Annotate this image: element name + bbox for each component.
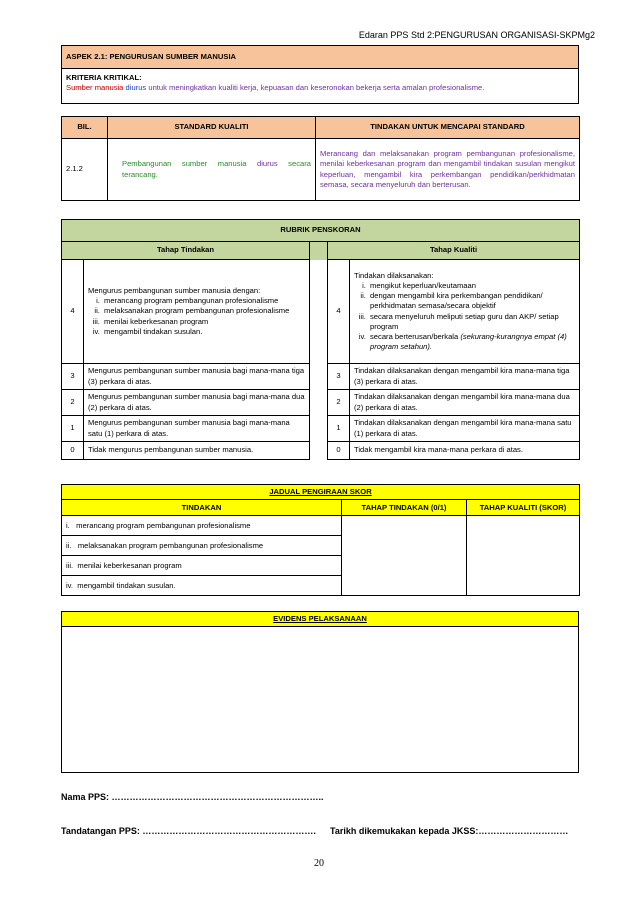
jadual-row-num: i. — [66, 520, 70, 530]
col-bil: BIL. — [62, 117, 108, 139]
tarikh-jkss: Tarikh dikemukakan kepada JKSS:………………………… — [330, 826, 569, 836]
evidens-table — [61, 611, 579, 773]
rubrik-kualiti: Tidak mengambil kira mana-mana perkara di atas. — [350, 442, 580, 460]
list-item: i. merancang program pembangunan profesionalisme — [102, 296, 305, 306]
jadual-row — [62, 556, 342, 576]
list-item: iii. secara menyeluruh meliputi setiap guru dan AKP/ setiap program — [368, 312, 575, 333]
rubrik-kscore: 3 — [328, 364, 350, 390]
rubrik-score: 0 — [62, 442, 84, 460]
kualiti-4-list — [354, 281, 575, 353]
rubrik-col-kualiti: Tahap Kualiti — [328, 242, 580, 260]
rubrik-kualiti: Tindakan dilaksanakan dengan mengambil kira mana-mana tiga (3) perkara di atas. — [350, 364, 580, 390]
aspek-title: ASPEK 2.1: PENGURUSAN SUMBER MANUSIA — [62, 46, 579, 69]
list-item: ii. dengan mengambil kira perkembangan pendidikan/ perkhidmatan semasa/secara objektif — [368, 291, 575, 312]
standard-bil: 2.1.2 — [62, 139, 108, 201]
standard-part-verb: diurus — [256, 159, 278, 169]
jadual-row-text: merancang program pembangunan profesionalisme — [76, 520, 251, 530]
rubrik-kscore: 0 — [328, 442, 350, 460]
rubrik-title: RUBRIK PENSKORAN — [62, 220, 580, 242]
rubrik-kscore: 2 — [328, 390, 350, 416]
jadual-row — [62, 536, 342, 556]
tindakan-part-2: mengambil kira perkembangan pendidikan/perkhidmatan semasa, secara menyeluruh dan berterusan. — [320, 169, 575, 189]
tindakan-4-list — [88, 296, 305, 337]
jadual-row-num: iv. — [66, 580, 74, 590]
rubrik-kualiti: Tindakan dilaksanakan dengan mengambil kira mana-mana dua (2) perkara di atas. — [350, 390, 580, 416]
rubrik-kscore: 1 — [328, 416, 350, 442]
nama-pps: Nama PPS: …………………………………………………………….. — [61, 792, 324, 802]
standard-text — [108, 139, 316, 201]
tindakan-part-1: Merancang dan melaksanakan program pembangunan profesionalisme, menilai keberkesanan program dan mengambil tindakan susulan mengikut keperluan, — [320, 149, 575, 179]
evidens-title: EVIDENS PELAKSANAAN — [62, 612, 579, 627]
col-standard: STANDARD KUALITI — [108, 117, 316, 139]
jadual-col-tahap-kualiti: TAHAP KUALITI (SKOR) — [467, 500, 580, 516]
rubrik-score-4: 4 — [62, 260, 84, 364]
kriteria-cell — [62, 69, 579, 104]
rubrik-score: 3 — [62, 364, 84, 390]
document-header: Edaran PPS Std 2:PENGURUSAN ORGANISASI-SKPMg2 — [358, 30, 595, 40]
jadual-row-text: melaksanakan program pembangunan profesionalisme — [77, 540, 264, 550]
rubrik-score: 2 — [62, 390, 84, 416]
evidens-area[interactable] — [62, 627, 579, 773]
tandatangan-pps: Tandatangan PPS: …………………………………………………. — [61, 826, 316, 836]
jadual-row-text: mengambil tindakan susulan. — [77, 580, 176, 590]
kriteria-part-verb: diurus — [125, 83, 147, 93]
rubrik-tindakan: Mengurus pembangunan sumber manusia bagi mana-mana satu (1) perkara di atas. — [84, 416, 310, 442]
tahap-tindakan-input[interactable] — [342, 516, 467, 596]
tindakan-text — [316, 139, 580, 201]
rubrik-table — [61, 219, 580, 460]
jadual-col-tindakan: TINDAKAN — [62, 500, 342, 516]
rubrik-kualiti: Tindakan dilaksanakan dengan mengambil kira mana-mana satu (1) perkara di atas. — [350, 416, 580, 442]
jadual-col-tahap-tindakan: TAHAP TINDAKAN (0/1) — [342, 500, 467, 516]
list-item: ii. melaksanakan program pembangunan profesionalisme — [102, 306, 305, 316]
kualiti-item4-main: secara berterusan/berkala — [370, 332, 459, 341]
standard-table — [61, 116, 580, 201]
kualiti-item4-note: (sekurang-kurangnya empat (4) program setahun). — [370, 332, 567, 352]
standard-part-manner: secara terancang. — [122, 159, 311, 179]
rubrik-tindakan: Mengurus pembangunan sumber manusia bagi mana-mana dua (2) perkara di atas. — [84, 390, 310, 416]
aspek-table — [61, 45, 579, 104]
standard-part-subject: Pembangunan sumber manusia — [122, 159, 247, 169]
rubrik-kscore-4: 4 — [328, 260, 350, 364]
list-item — [368, 332, 575, 353]
col-tindakan: TINDAKAN UNTUK MENCAPAI STANDARD — [316, 117, 580, 139]
rubrik-score: 1 — [62, 416, 84, 442]
page-number: 20 — [314, 858, 324, 869]
kualiti-4-intro: Tindakan dilaksanakan: — [354, 270, 434, 280]
rubrik-kualiti-4 — [350, 260, 580, 364]
jadual-row — [62, 576, 342, 596]
tindakan-4-intro: Mengurus pembangunan sumber manusia dengan: — [88, 285, 261, 295]
tahap-kualiti-input[interactable] — [467, 516, 580, 596]
jadual-table — [61, 484, 580, 596]
rubrik-tindakan: Tidak mengurus pembangunan sumber manusia. — [84, 442, 310, 460]
rubrik-col-tindakan: Tahap Tindakan — [62, 242, 310, 260]
list-item: i. mengikut keperluan/keutamaan — [368, 281, 575, 291]
rubrik-tindakan-4 — [84, 260, 310, 364]
jadual-row-num: ii. — [66, 540, 72, 550]
jadual-row-text: menilai keberkesanan program — [77, 560, 182, 570]
kriteria-part-purpose: untuk meningkatkan kualiti kerja, kepuasan dan keseronokan bekerja serta amalan profesionalisme. — [148, 83, 485, 93]
list-item: iv. mengambil tindakan susulan. — [102, 327, 305, 337]
rubrik-tindakan: Mengurus pembangunan sumber manusia bagi mana-mana tiga (3) perkara di atas. — [84, 364, 310, 390]
kriteria-part-subject: Sumber manusia — [66, 83, 124, 93]
list-item: iii. menilai keberkesanan program — [102, 317, 305, 327]
jadual-row — [62, 516, 342, 536]
kriteria-text — [66, 83, 574, 93]
jadual-title: JADUAL PENGIRAAN SKOR — [62, 485, 580, 500]
jadual-row-num: iii. — [66, 560, 74, 570]
kriteria-label: KRITERIA KRITIKAL: — [66, 73, 142, 82]
